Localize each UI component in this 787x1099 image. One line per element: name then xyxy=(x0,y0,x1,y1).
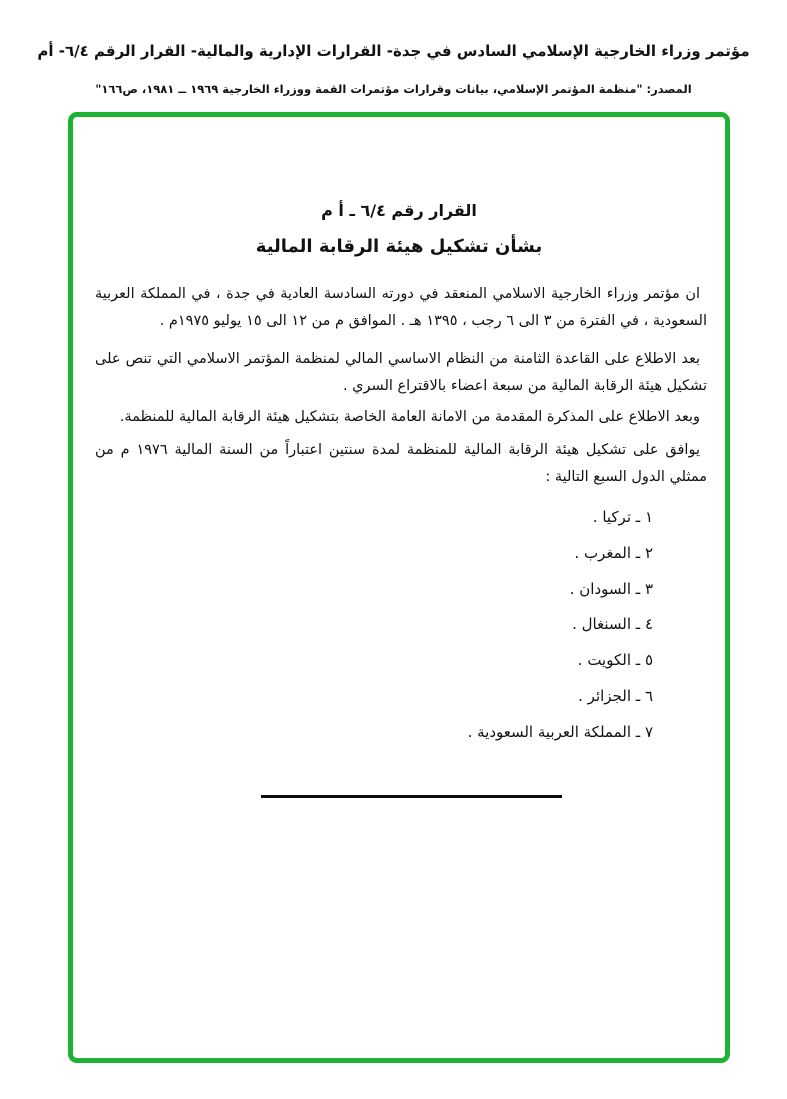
paragraph-memorandum: وبعد الاطلاع على المذكرة المقدمة من الامانة العامة الخاصة بتشكيل هيئة الرقابة المالية للمنظمة. xyxy=(119,409,700,425)
list-item-morocco: ٢ ـ المغرب . xyxy=(574,543,653,562)
list-item-algeria: ٦ ـ الجزائر . xyxy=(578,686,653,705)
list-item-saudi-arabia: ٧ ـ المملكة العربية السعودية . xyxy=(467,722,653,741)
paragraph-rule-eight: بعد الاطلاع على القاعدة الثامنة من النظام الاساسي المالي لمنظمة المؤتمر الاسلامي التي تنص على تشكيل هيئة الرقابة المالية من سبعة اعضاء بالاقتراع السري . xyxy=(95,351,707,394)
document-header-title: مؤتمر وزراء الخارجية الإسلامي السادس في جدة- القرارات الإدارية والمالية- القرار الرقم ٦/٤- أم xyxy=(37,42,750,60)
document-source-citation: المصدر: "منظمة المؤتمر الإسلامي، بيانات وقرارات مؤتمرات القمة ووزراء الخارجية ١٩٦٩ ــ ١٩٨١، ص١٦٦" xyxy=(95,82,692,96)
paragraph-approval: يوافق على تشكيل هيئة الرقابة المالية للمنظمة لمدة سنتين اعتباراً من السنة المالية ١٩٧٦ م من ممثلي الدول السبع التالية : xyxy=(95,442,707,485)
member-states-list xyxy=(133,500,653,751)
paragraph-preamble-session: ان مؤتمر وزراء الخارجية الاسلامي المنعقد في دورته السادسة العادية في جدة ، في المملكة العربية السعودية ، في الفترة من ٣ الى ٦ رجب ، ١٣٩٥ هـ . الموافق م من ١٢ الى ١٥ يوليو ١٩٧٥م . xyxy=(95,286,707,329)
green-highlight-frame xyxy=(68,112,730,1063)
list-item-turkey: ١ ـ تركيا . xyxy=(592,508,653,526)
list-item-senegal: ٤ ـ السنغال . xyxy=(572,615,653,634)
decision-subject-heading: بشأن تشكيل هيئة الرقابة المالية xyxy=(255,236,543,257)
footnote-separator-line xyxy=(261,795,562,798)
list-item-sudan: ٣ ـ السودان . xyxy=(569,579,653,598)
list-item-kuwait: ٥ ـ الكويت . xyxy=(577,651,653,670)
decision-number-heading: القرار رقم ٦/٤ ـ أ م xyxy=(321,201,477,220)
